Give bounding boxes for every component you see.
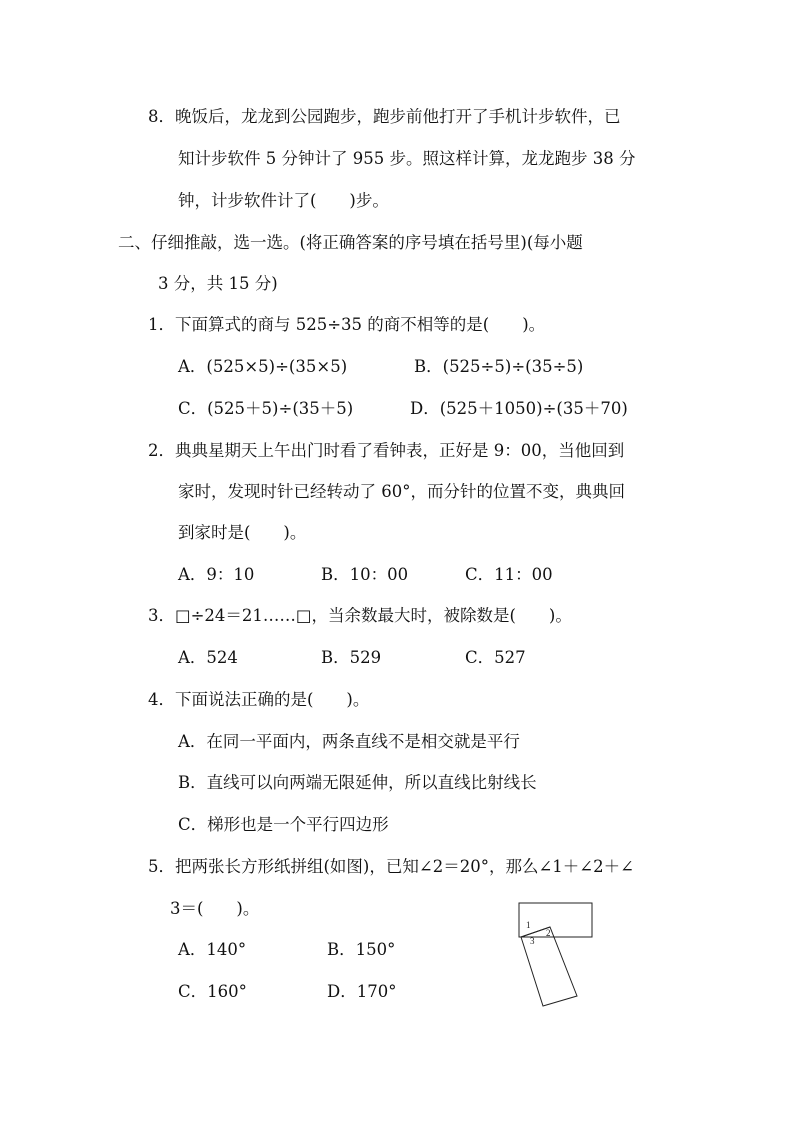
q2-stem-line3: 到家时是( )。 [178,523,307,542]
q3-option-b: B．529 [321,648,382,667]
q2-option-b: B．10：00 [321,565,409,584]
q8-line1: 8．晚饭后，龙龙到公园跑步，跑步前他打开了手机计步软件，已 [148,107,621,126]
q3-option-a: A．524 [178,648,238,667]
angle-label-2: 2 [546,928,551,938]
q3-stem: 3．□÷24＝21……□，当余数最大时，被除数是( )。 [148,606,572,625]
q1-option-d: D．(525＋1050)÷(35＋70) [410,399,628,418]
angle-label-3: 3 [530,936,535,946]
q5-option-a: A．140° [178,940,247,959]
section-heading: 二、仔细推敲，选一选。(将正确答案的序号填在括号里)(每小题 [118,233,583,252]
q5-stem-line2: 3＝( )。 [170,899,260,918]
q8-line2: 知计步软件 5 分钟计了 955 步。照这样计算，龙龙跑步 38 分 [178,149,636,168]
q4-stem: 4．下面说法正确的是( )。 [148,690,370,709]
q4-option-a: A．在同一平面内，两条直线不是相交就是平行 [178,732,520,751]
q1-option-c: C．(525＋5)÷(35＋5) [178,399,354,418]
q4-option-c: C．梯形也是一个平行四边形 [178,815,389,834]
q1-option-b: B．(525÷5)÷(35÷5) [414,357,584,376]
rectangles-figure [512,897,598,1009]
q2-option-c: C．11：00 [465,565,553,584]
q5-option-c: C．160° [178,982,247,1001]
q5-stem-line1: 5．把两张长方形纸拼组(如图)，已知∠2＝20°，那么∠1＋∠2＋∠ [148,857,634,876]
q2-stem-line1: 2．典典星期天上午出门时看了看钟表，正好是 9：00，当他回到 [148,441,625,460]
q2-option-a: A．9：10 [178,565,255,584]
section-heading-cont: 3 分，共 15 分) [158,274,278,293]
q3-option-c: C．527 [465,648,526,667]
q8-line3: 钟，计步软件计了( )步。 [178,191,389,210]
angle-label-1: 1 [526,920,531,930]
q5-option-d: D．170° [327,982,397,1001]
q2-stem-line2: 家时，发现时针已经转动了 60°，而分针的位置不变，典典回 [178,482,625,501]
q5-option-b: B．150° [327,940,396,959]
q1-option-a: A．(525×5)÷(35×5) [178,357,348,376]
q1-stem: 1．下面算式的商与 525÷35 的商不相等的是( )。 [148,315,546,334]
q4-option-b: B．直线可以向两端无限延伸，所以直线比射线长 [178,773,537,792]
